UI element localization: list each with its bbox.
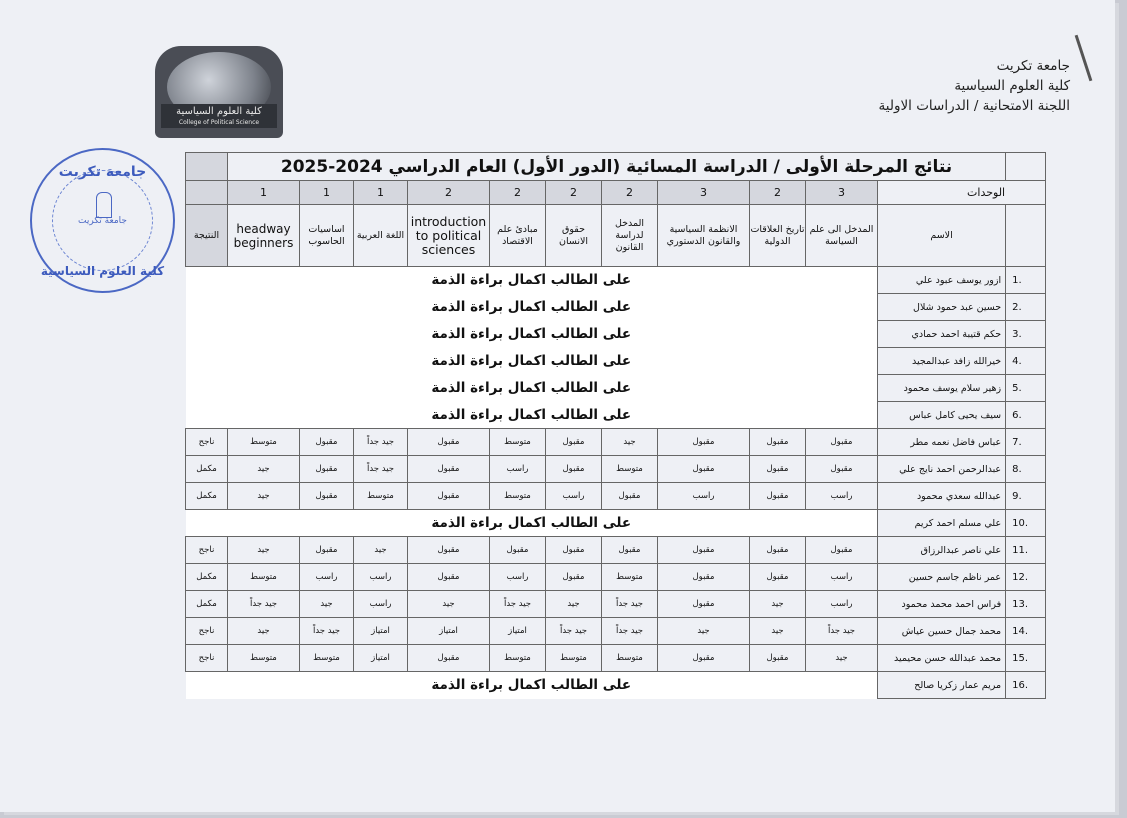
grade-cell: متوسط xyxy=(490,645,546,672)
grade-cell: راسب xyxy=(354,591,408,618)
grade-cell: مقبول xyxy=(300,537,354,564)
clearance-notice: على الطالب اكمال براءة الذمة xyxy=(186,672,878,699)
clearance-notice: على الطالب اكمال براءة الذمة xyxy=(186,267,878,294)
name-header: الاسم xyxy=(878,205,1006,267)
student-name: محمد عبدالله حسن محيميد xyxy=(878,645,1006,672)
grade-cell: جيد xyxy=(408,591,490,618)
grade-cell: مقبول xyxy=(658,429,750,456)
student-number: 15. xyxy=(1006,645,1046,672)
pen-mark xyxy=(1075,35,1093,82)
grade-cell: راسب xyxy=(546,483,602,510)
grade-cell: جيد جداً xyxy=(354,429,408,456)
clearance-notice: على الطالب اكمال براءة الذمة xyxy=(186,348,878,375)
table-row xyxy=(186,429,1046,456)
result-cell: ناجح xyxy=(186,429,228,456)
grade-cell: جيد xyxy=(658,618,750,645)
grade-cell: جيد xyxy=(354,537,408,564)
grade-cell: جيد xyxy=(228,483,300,510)
subject-units: 1 xyxy=(354,181,408,205)
student-name: محمد جمال حسين عياش xyxy=(878,618,1006,645)
grade-cell: متوسط xyxy=(228,645,300,672)
student-name: سيف يحيى كامل عباس xyxy=(878,402,1006,429)
grade-cell: مقبول xyxy=(546,456,602,483)
grade-cell: امتياز xyxy=(408,618,490,645)
grade-cell: جيد xyxy=(228,537,300,564)
grade-cell: امتياز xyxy=(490,618,546,645)
student-number: 8. xyxy=(1006,456,1046,483)
grade-cell: متوسط xyxy=(354,483,408,510)
result-cell: ناجح xyxy=(186,645,228,672)
grade-cell: جيد جداً xyxy=(300,618,354,645)
student-number: 14. xyxy=(1006,618,1046,645)
clearance-notice: على الطالب اكمال براءة الذمة xyxy=(186,321,878,348)
table-row xyxy=(186,267,1046,294)
student-number: 3. xyxy=(1006,321,1046,348)
student-name: حسين عبد حمود شلال xyxy=(878,294,1006,321)
grade-cell: مقبول xyxy=(300,429,354,456)
subject-header: المدخل لدراسة القانون xyxy=(602,205,658,267)
grade-cell: امتياز xyxy=(354,645,408,672)
grade-cell: امتياز xyxy=(354,618,408,645)
subject-header: مبادئ علم الاقتصاد xyxy=(490,205,546,267)
grade-cell: راسب xyxy=(658,483,750,510)
clearance-notice: على الطالب اكمال براءة الذمة xyxy=(186,294,878,321)
grade-cell: مقبول xyxy=(750,645,806,672)
table-row xyxy=(186,402,1046,429)
student-name: خيرالله زافد عبدالمجيد xyxy=(878,348,1006,375)
grade-cell: مقبول xyxy=(750,564,806,591)
student-number: 12. xyxy=(1006,564,1046,591)
grade-cell: مقبول xyxy=(750,483,806,510)
student-number: 16. xyxy=(1006,672,1046,699)
table-row xyxy=(186,375,1046,402)
table-row xyxy=(186,564,1046,591)
grade-cell: مقبول xyxy=(750,537,806,564)
subject-units: 2 xyxy=(408,181,490,205)
university-name: جامعة تكريت xyxy=(996,58,1070,74)
grade-cell: جيد xyxy=(228,456,300,483)
grade-cell: مقبول xyxy=(408,564,490,591)
subject-header: حقوق الانسان xyxy=(546,205,602,267)
table-row xyxy=(186,591,1046,618)
student-name: عمر ناظم جاسم حسين xyxy=(878,564,1006,591)
student-name: مريم عمار زكريا صالح xyxy=(878,672,1006,699)
grade-cell: جيد xyxy=(228,618,300,645)
subject-header: المدخل الى علم السياسة xyxy=(806,205,878,267)
grade-cell: جيد xyxy=(750,618,806,645)
subject-units: 3 xyxy=(658,181,750,205)
grade-cell: مقبول xyxy=(546,564,602,591)
student-number: 5. xyxy=(1006,375,1046,402)
committee-name: اللجنة الامتحانية / الدراسات الاولية xyxy=(878,98,1070,114)
grade-cell: مقبول xyxy=(300,483,354,510)
subject-units: 3 xyxy=(806,181,878,205)
grade-cell: متوسط xyxy=(490,483,546,510)
number-header xyxy=(1006,205,1046,267)
grade-cell: جيد جداً xyxy=(490,591,546,618)
grade-cell: متوسط xyxy=(228,429,300,456)
grade-cell: جيد xyxy=(806,645,878,672)
official-stamp xyxy=(30,148,175,293)
grade-cell: راسب xyxy=(354,564,408,591)
grade-cell: مقبول xyxy=(806,429,878,456)
student-number: 9. xyxy=(1006,483,1046,510)
logo-subtext: College of Political Science xyxy=(178,119,260,126)
table-row xyxy=(186,618,1046,645)
table-row xyxy=(186,348,1046,375)
result-cell: مكمل xyxy=(186,456,228,483)
results-table xyxy=(185,152,1046,699)
grade-cell: مقبول xyxy=(750,429,806,456)
table-row xyxy=(186,645,1046,672)
subject-units: 2 xyxy=(546,181,602,205)
grade-cell: جيد جداً xyxy=(546,618,602,645)
college-logo xyxy=(155,46,283,138)
table-row xyxy=(186,456,1046,483)
subject-units: 2 xyxy=(602,181,658,205)
grade-cell: متوسط xyxy=(490,429,546,456)
grade-cell: مقبول xyxy=(750,456,806,483)
subject-units: 2 xyxy=(750,181,806,205)
grade-cell: متوسط xyxy=(602,564,658,591)
grade-cell: متوسط xyxy=(602,456,658,483)
grade-cell: مقبول xyxy=(658,537,750,564)
subject-header: introduction to political sciences xyxy=(408,205,490,267)
table-title: نتائج المرحلة الأولى / الدراسة المسائية (الدور الأول) العام الدراسي 2024-2025 xyxy=(228,153,1006,181)
letterhead xyxy=(879,56,1070,116)
tower-icon xyxy=(96,192,112,218)
grade-cell: جيد xyxy=(750,591,806,618)
student-number: 2. xyxy=(1006,294,1046,321)
subject-header: الانظمة السياسية والقانون الدستوري xyxy=(658,205,750,267)
grade-cell: مقبول xyxy=(658,645,750,672)
student-number: 10. xyxy=(1006,510,1046,537)
student-name: فراس احمد محمد محمود xyxy=(878,591,1006,618)
grade-cell: جيد جداً xyxy=(354,456,408,483)
result-cell: مكمل xyxy=(186,564,228,591)
result-cell: مكمل xyxy=(186,591,228,618)
student-number: 11. xyxy=(1006,537,1046,564)
grade-cell: مقبول xyxy=(408,537,490,564)
grade-cell: مقبول xyxy=(602,537,658,564)
college-name: كلية العلوم السياسية xyxy=(954,78,1070,94)
result-header: النتيجة xyxy=(186,205,228,267)
table-row xyxy=(186,483,1046,510)
student-number: 7. xyxy=(1006,429,1046,456)
stamp-bottom-text: كلية العلوم السياسية xyxy=(40,264,165,278)
logo-text: كلية العلوم السياسية xyxy=(176,106,262,117)
subject-header: تاريخ العلاقات الدولية xyxy=(750,205,806,267)
grade-cell: راسب xyxy=(300,564,354,591)
student-name: حكم قتيبة احمد حمادي xyxy=(878,321,1006,348)
grade-cell: متوسط xyxy=(546,645,602,672)
student-name: ازور يوسف عبود علي xyxy=(878,267,1006,294)
grade-cell: مقبول xyxy=(546,429,602,456)
stamp-top-text: جامعة تكريت xyxy=(58,164,147,180)
grade-cell: جيد جداً xyxy=(228,591,300,618)
student-name: زهير سلام يوسف محمود xyxy=(878,375,1006,402)
grade-cell: مقبول xyxy=(408,645,490,672)
grade-cell: جيد xyxy=(546,591,602,618)
grade-cell: مقبول xyxy=(546,537,602,564)
grade-cell: جيد جداً xyxy=(602,591,658,618)
student-number: 6. xyxy=(1006,402,1046,429)
grade-cell: مقبول xyxy=(408,456,490,483)
table-row xyxy=(186,537,1046,564)
grade-cell: مقبول xyxy=(602,483,658,510)
grade-cell: متوسط xyxy=(300,645,354,672)
result-cell: مكمل xyxy=(186,483,228,510)
grade-cell: راسب xyxy=(490,456,546,483)
stamp-middle-text: جامعة تكريت xyxy=(78,216,127,226)
grade-cell: متوسط xyxy=(228,564,300,591)
grade-cell: راسب xyxy=(806,483,878,510)
student-number: 1. xyxy=(1006,267,1046,294)
student-number: 13. xyxy=(1006,591,1046,618)
units-label: الوحدات xyxy=(878,181,1046,205)
student-name: علي مسلم احمد كريم xyxy=(878,510,1006,537)
clearance-notice: على الطالب اكمال براءة الذمة xyxy=(186,402,878,429)
grade-cell: جيد جداً xyxy=(806,618,878,645)
student-name: عبدالرحمن احمد نايج علي xyxy=(878,456,1006,483)
grade-cell: جيد xyxy=(300,591,354,618)
result-cell: ناجح xyxy=(186,537,228,564)
student-number: 4. xyxy=(1006,348,1046,375)
grade-cell: متوسط xyxy=(602,645,658,672)
student-name: عبدالله سعدي محمود xyxy=(878,483,1006,510)
grade-cell: مقبول xyxy=(806,537,878,564)
grade-cell: راسب xyxy=(490,564,546,591)
grade-cell: مقبول xyxy=(408,483,490,510)
grade-cell: راسب xyxy=(806,591,878,618)
grade-cell: مقبول xyxy=(658,456,750,483)
grade-cell: مقبول xyxy=(806,456,878,483)
grade-cell: مقبول xyxy=(658,564,750,591)
subject-header: headway beginners xyxy=(228,205,300,267)
clearance-notice: على الطالب اكمال براءة الذمة xyxy=(186,510,878,537)
subject-units: 1 xyxy=(300,181,354,205)
result-cell: ناجح xyxy=(186,618,228,645)
grade-cell: مقبول xyxy=(658,591,750,618)
subject-header: اللغة العربية xyxy=(354,205,408,267)
table-row xyxy=(186,321,1046,348)
subject-units: 2 xyxy=(490,181,546,205)
grade-cell: مقبول xyxy=(300,456,354,483)
subject-units: 1 xyxy=(228,181,300,205)
grade-cell: راسب xyxy=(806,564,878,591)
student-name: عباس فاضل نعمه مطر xyxy=(878,429,1006,456)
grade-cell: جيد جداً xyxy=(602,618,658,645)
grade-cell: مقبول xyxy=(490,537,546,564)
table-row xyxy=(186,672,1046,699)
table-row xyxy=(186,294,1046,321)
table-row xyxy=(186,510,1046,537)
student-name: علي ناصر عبدالرزاق xyxy=(878,537,1006,564)
grade-cell: مقبول xyxy=(408,429,490,456)
grade-cell: جيد xyxy=(602,429,658,456)
subject-header: اساسيات الحاسوب xyxy=(300,205,354,267)
clearance-notice: على الطالب اكمال براءة الذمة xyxy=(186,375,878,402)
